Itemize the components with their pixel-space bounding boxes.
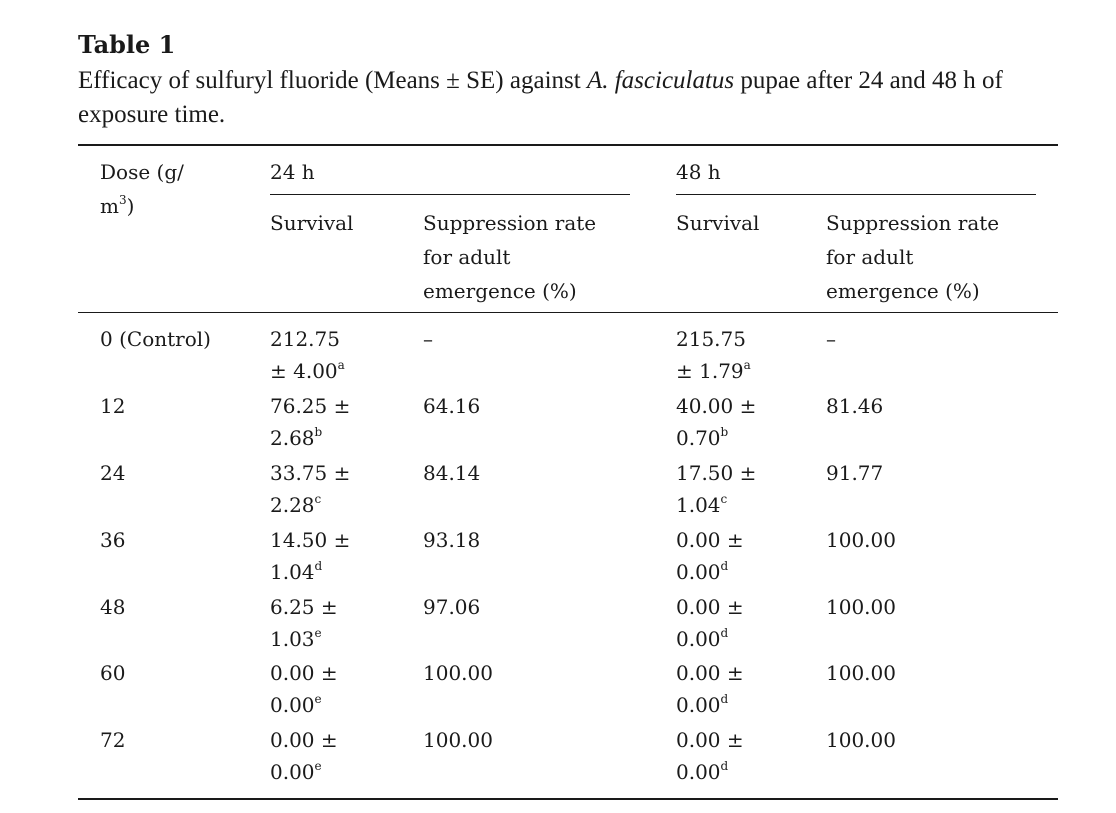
header-group-48h: 48 h	[676, 160, 721, 184]
caption-text-start: Efficacy of sulfuryl fluoride (Means ± SE) against	[78, 67, 587, 94]
group-rule-48h	[676, 194, 1036, 195]
row-survival-24h: 212.75 ± 4.00$^a$	[270, 327, 345, 383]
row-dose: 60	[100, 661, 126, 685]
row-survival-48h: 17.50 ± 1.04$^c$	[676, 461, 757, 517]
top-rule	[78, 144, 1058, 146]
row-suppression-48h: 91.77	[826, 461, 884, 485]
row-dose: 48	[100, 595, 126, 619]
row-survival-24h: 0.00 ± 0.00$^e$	[270, 661, 338, 717]
row-survival-48h: 215.75 ± 1.79$^a$	[676, 327, 751, 383]
row-survival-24h: 14.50 ± 1.04$^d$	[270, 528, 351, 584]
header-suppression-24h: Suppression rate for adult emergence (%)	[423, 211, 597, 303]
header-group-24h: 24 h	[270, 160, 315, 184]
header-suppression-48h: Suppression rate for adult emergence (%)	[826, 211, 1000, 303]
row-survival-48h: 0.00 ± 0.00$^d$	[676, 728, 744, 784]
group-rule-24h	[270, 194, 630, 195]
row-suppression-48h: 100.00	[826, 528, 896, 552]
row-survival-48h: 0.00 ± 0.00$^d$	[676, 661, 744, 717]
row-survival-24h: 0.00 ± 0.00$^e$	[270, 728, 338, 784]
row-suppression-48h: –	[826, 327, 836, 351]
row-survival-48h: 0.00 ± 0.00$^d$	[676, 528, 744, 584]
row-suppression-48h: 100.00	[826, 595, 896, 619]
header-dose: Dose (g/ $m^3$)	[100, 160, 184, 218]
header-survival-48h: Survival	[676, 211, 760, 235]
row-suppression-48h: 100.00	[826, 728, 896, 752]
caption-species: A. fasciculatus	[586, 67, 735, 94]
header-rule	[78, 312, 1058, 313]
row-suppression-24h: 97.06	[423, 595, 481, 619]
header-survival-24h: Survival	[270, 211, 354, 235]
table-caption	[78, 64, 1058, 132]
row-survival-48h: 0.00 ± 0.00$^d$	[676, 595, 744, 651]
row-survival-48h: 40.00 ± 0.70$^b$	[676, 394, 757, 450]
row-suppression-24h: 100.00	[423, 728, 493, 752]
bottom-rule	[78, 798, 1058, 800]
row-suppression-24h: –	[423, 327, 433, 351]
row-suppression-24h: 100.00	[423, 661, 493, 685]
row-suppression-24h: 84.14	[423, 461, 481, 485]
row-survival-24h: 76.25 ± 2.68$^b$	[270, 394, 351, 450]
row-dose: 72	[100, 728, 126, 752]
table-figure	[78, 0, 1058, 813]
row-suppression-24h: 93.18	[423, 528, 481, 552]
row-suppression-48h: 81.46	[826, 394, 884, 418]
row-suppression-24h: 64.16	[423, 394, 481, 418]
row-dose: 0 (Control)	[100, 327, 211, 351]
row-dose: 36	[100, 528, 126, 552]
row-survival-24h: 33.75 ± 2.28$^c$	[270, 461, 351, 517]
row-dose: 24	[100, 461, 126, 485]
row-dose: 12	[100, 394, 126, 418]
table-label: Table 1	[78, 30, 176, 59]
row-suppression-48h: 100.00	[826, 661, 896, 685]
row-survival-24h: 6.25 ± 1.03$^e$	[270, 595, 338, 651]
caption-text-end: pupae after 24 and 48 h of exposure time.	[78, 67, 1003, 128]
